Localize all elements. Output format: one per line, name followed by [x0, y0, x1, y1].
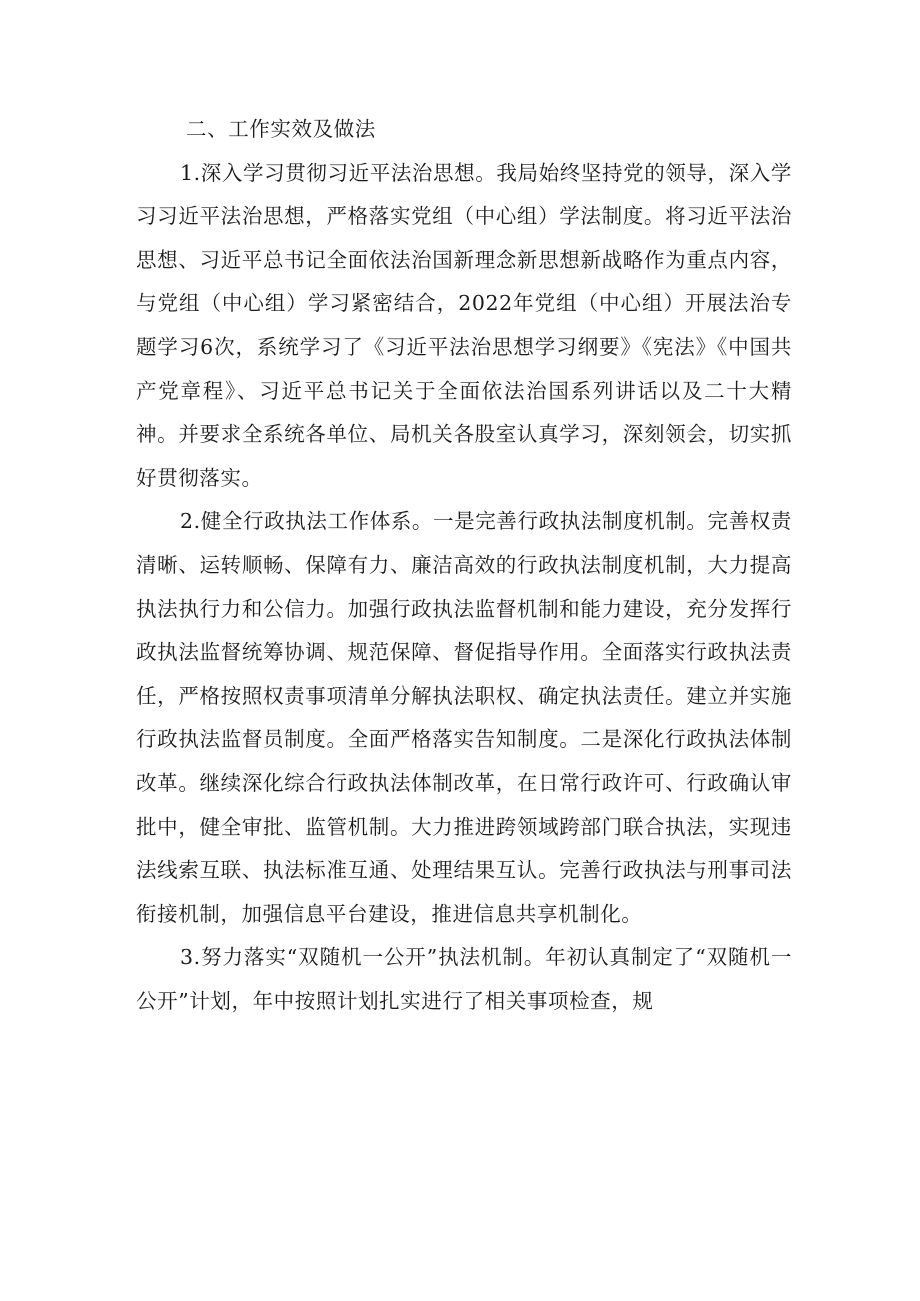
document-body [136, 108, 792, 1023]
paragraph-2: 2.健全行政执法工作体系。一是完善行政执法制度机制。完善权责清晰、运转顺畅、保障有力、廉洁高效的行政执法制度机制，大力提高执法执行力和公信力。加强行政执法监督机制和能力建设，充分发挥行政执法监督统筹协调、规范保障、督促指导作用。全面落实行政执法责任，严格按照权责事项清单分解执法职权、确定执法责任。建立并实施行政执法监督员制度。全面严格落实告知制度。二是深化行政执法体制改革。继续深化综合行政执法体制改革，在日常行政许可、行政确认审批中，健全审批、监管机制。大力推进跨领域跨部门联合执法，实现违法线索互联、执法标准互通、处理结果互认。完善行政执法与刑事司法衔接机制，加强信息平台建设，推进信息共享机制化。 [136, 509, 792, 926]
paragraph-1: 1.深入学习贯彻习近平法治思想。我局始终坚持党的领导，深入学习习近平法治思想，严格落实党组（中心组）学法制度。将习近平法治思想、习近平总书记全面依法治国新理念新思想新战略作为重点内容，与党组（中心组）学习紧密结合，2022年党组（中心组）开展法治专题学习6次，系统学习了《习近平法治思想学习纲要》《宪法》《中国共产党章程》、习近平总书记关于全面依法治国系列讲话以及二十大精神。并要求全系统各单位、局机关各股室认真学习，深刻领会，切实抓好贯彻落实。 [136, 160, 792, 490]
paragraph-3: 3.努力落实“双随机一公开”执法机制。年初认真制定了“双随机一公开”计划，年中按照计划扎实进行了相关事项检查，规 [136, 945, 792, 1013]
section-heading: 二、工作实效及做法 [186, 117, 376, 141]
